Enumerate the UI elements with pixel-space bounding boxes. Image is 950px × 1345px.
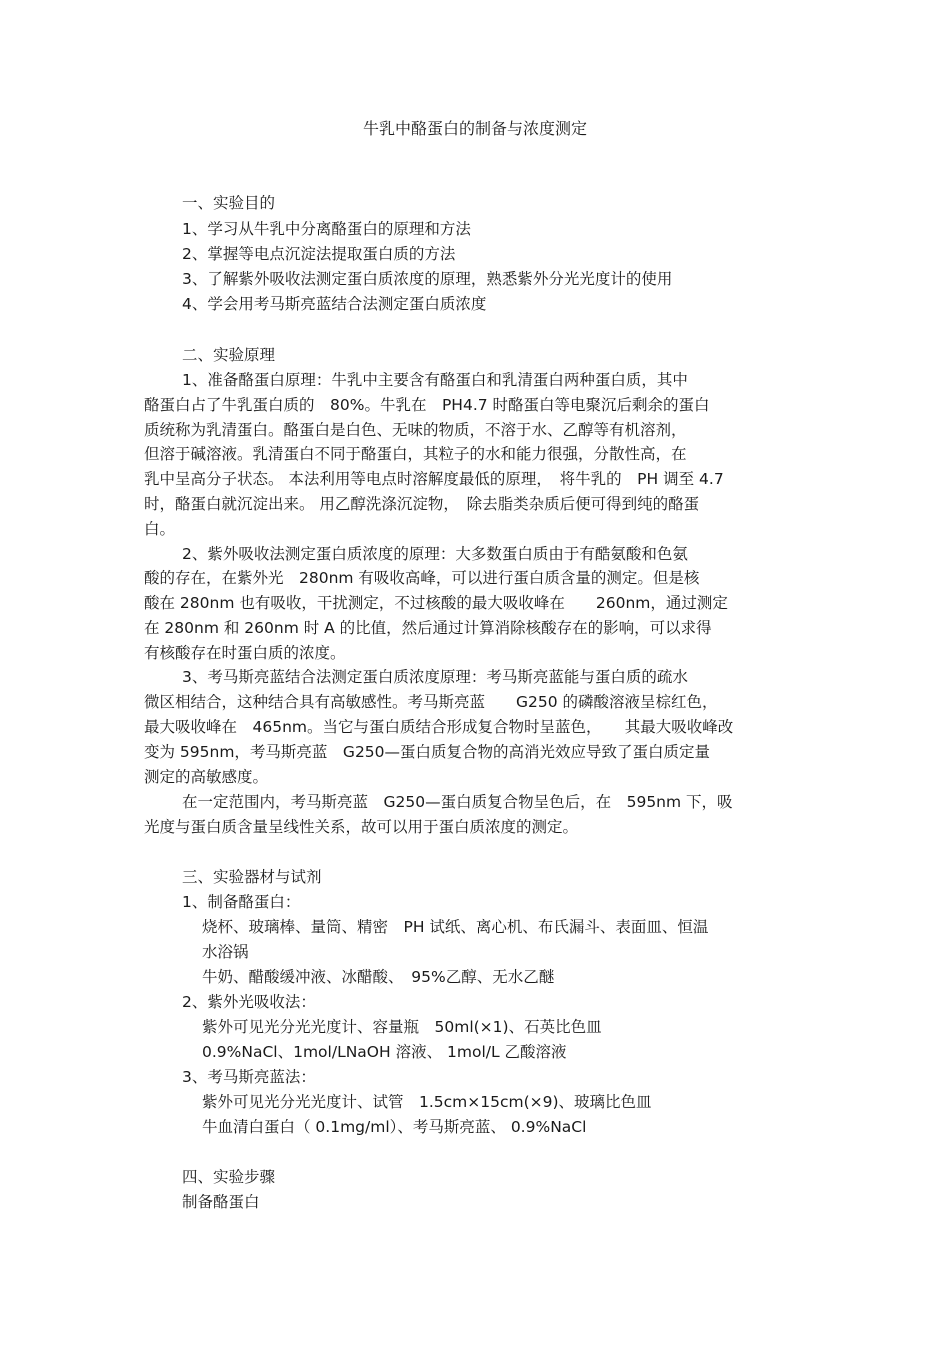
principle-text-line: 酸的存在，在紫外光 280nm 有吸收高峰，可以进行蛋白质含量的测定。但是核 [144, 569, 700, 587]
principle-text-line: 有核酸存在时蛋白质的浓度。 [144, 644, 346, 662]
principle-text-line: 光度与蛋白质含量呈线性关系，故可以用于蛋白质浓度的测定。 [144, 818, 579, 836]
principle-text-line: 质统称为乳清蛋白。酪蛋白是白色、无味的物质，不溶于水、乙醇等有机溶剂， [144, 421, 687, 439]
purpose-item: 2、掌握等电点沉淀法提取蛋白质的方法 [182, 245, 456, 263]
section-heading-purpose: 一、实验目的 [182, 194, 276, 212]
document-title: 牛乳中酪蛋白的制备与浓度测定 [362, 119, 587, 138]
steps-subheading: 制备酪蛋白 [182, 1193, 260, 1211]
principle-text-line: 变为 595nm，考马斯亮蓝 G250—蛋白质复合物的高消光效应导致了蛋白质定量 [144, 743, 711, 761]
materials-subheading: 2、紫外光吸收法： [182, 993, 316, 1011]
principle-text-line: 微区相结合，这种结合具有高敏感性。考马斯亮蓝 G250 的磷酸溶液呈棕红色， [144, 693, 718, 711]
purpose-item: 3、了解紫外吸收法测定蛋白质浓度的原理，熟悉紫外分光光度计的使用 [182, 270, 673, 288]
principle-text-line: 在 280nm 和 260nm 时 A 的比值，然后通过计算消除核酸存在的影响，可以求得 [144, 619, 712, 637]
materials-item-line: 0.9%NaCl、1mol/LNaOH 溶液、 1mol/L 乙酸溶液 [202, 1043, 567, 1061]
principle-text-line: 2、紫外吸收法测定蛋白质浓度的原理：大多数蛋白质由于有酷氨酸和色氨 [182, 545, 688, 563]
section-heading-materials: 三、实验器材与试剂 [182, 868, 322, 886]
materials-item-line: 牛奶、醋酸缓冲液、冰醋酸、 95%乙醇、无水乙醚 [202, 968, 555, 986]
section-heading-steps: 四、实验步骤 [182, 1168, 276, 1186]
section-heading-principle: 二、实验原理 [182, 346, 276, 364]
materials-item-line: 牛血清白蛋白（ 0.1mg/ml）、考马斯亮蓝、 0.9%NaCl [202, 1118, 587, 1136]
purpose-item: 1、学习从牛乳中分离酪蛋白的原理和方法 [182, 220, 471, 238]
principle-text-line: 测定的高敏感度。 [144, 768, 269, 786]
principle-text-line: 酪蛋白占了牛乳蛋白质的 80%。牛乳在 PH4.7 时酪蛋白等电聚沉后剩余的蛋白 [144, 396, 710, 414]
purpose-item: 4、学会用考马斯亮蓝结合法测定蛋白质浓度 [182, 295, 487, 313]
principle-text-line: 1、准备酪蛋白原理：牛乳中主要含有酪蛋白和乳清蛋白两种蛋白质，其中 [182, 371, 688, 389]
materials-item-line: 水浴锅 [202, 943, 249, 961]
materials-item-line: 紫外可见光分光光度计、试管 1.5cm×15cm(×9)、玻璃比色皿 [202, 1093, 652, 1111]
principle-text-line: 但溶于碱溶液。乳清蛋白不同于酪蛋白，其粒子的水和能力很强，分散性高，在 [144, 445, 687, 463]
principle-text-line: 酸在 280nm 也有吸收，干扰测定，不过核酸的最大吸收峰在 260nm，通过测定 [144, 594, 728, 612]
materials-subheading: 1、制备酪蛋白： [182, 893, 301, 911]
principle-text-line: 在一定范围内，考马斯亮蓝 G250—蛋白质复合物呈色后，在 595nm 下，吸 [182, 793, 733, 811]
materials-item-line: 烧杯、玻璃棒、量筒、精密 PH 试纸、离心机、布氏漏斗、表面皿、恒温 [202, 918, 709, 936]
principle-text-line: 3、考马斯亮蓝结合法测定蛋白质浓度原理：考马斯亮蓝能与蛋白质的疏水 [182, 668, 688, 686]
principle-text-line: 白。 [144, 520, 176, 538]
materials-subheading: 3、考马斯亮蓝法： [182, 1068, 316, 1086]
principle-text-line: 最大吸收峰在 465nm。当它与蛋白质结合形成复合物时呈蓝色， 其最大吸收峰改 [144, 718, 734, 736]
materials-item-line: 紫外可见光分光光度计、容量瓶 50ml(×1)、石英比色皿 [202, 1018, 602, 1036]
principle-text-line: 时，酪蛋白就沉淀出来。 用乙醇洗涤沉淀物， 除去脂类杂质后便可得到纯的酪蛋 [144, 495, 700, 513]
principle-text-line: 乳中呈高分子状态。 本法利用等电点时溶解度最低的原理， 将牛乳的 PH 调至 4.7 [144, 470, 724, 488]
